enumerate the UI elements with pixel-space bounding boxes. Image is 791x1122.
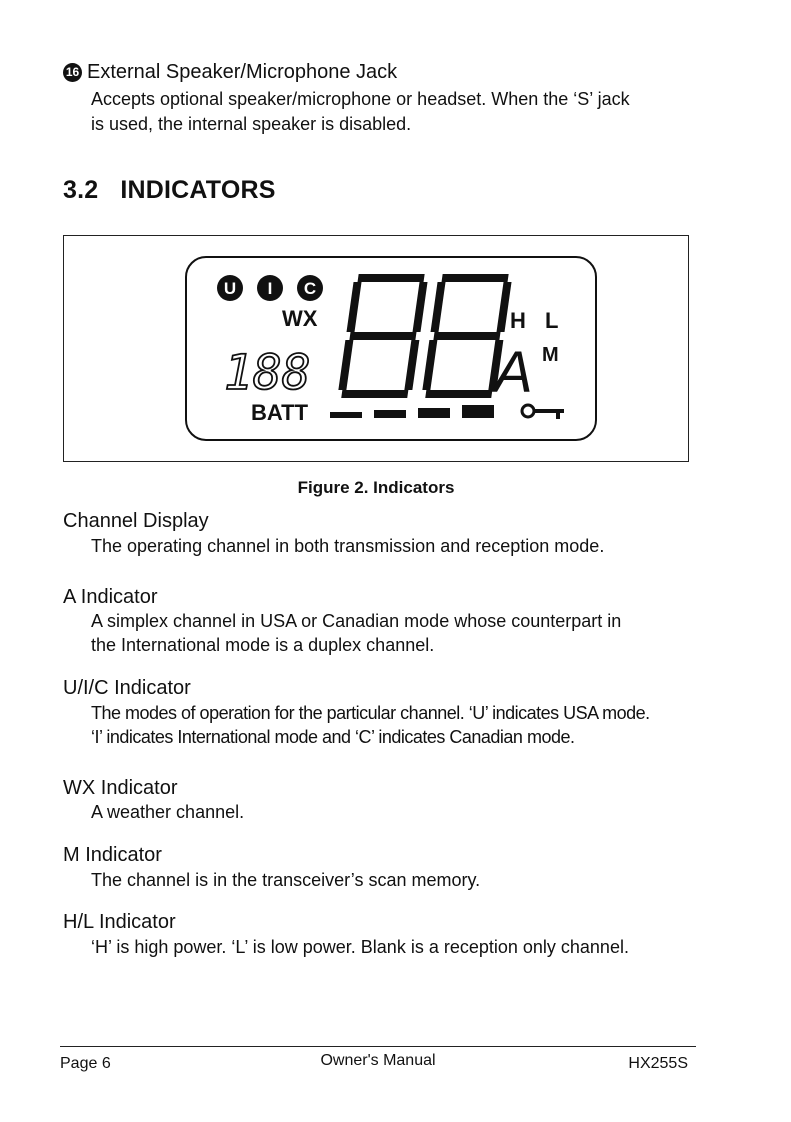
circled-number-badge: 16	[63, 63, 82, 82]
mode-badge-i	[257, 275, 283, 301]
channel-display-heading: Channel Display	[63, 510, 209, 532]
a-indicator-heading: A Indicator	[63, 586, 158, 608]
uic-indicator-line-1: The modes of operation for the particular channel. ‘U’ indicates USA mode.	[91, 703, 650, 723]
lcd-h-indicator: H	[510, 308, 526, 333]
lcd-l-indicator: L	[545, 308, 559, 333]
m-indicator-heading: M Indicator	[63, 844, 162, 866]
battery-level-bars	[330, 405, 494, 418]
mode-badge-c	[297, 275, 323, 301]
svg-text:U: U	[223, 279, 237, 298]
item-16-line-2: is used, the internal speaker is disabled.	[91, 114, 412, 134]
key-lock-icon	[522, 405, 564, 419]
uic-indicator-heading: U/I/C Indicator	[63, 677, 191, 699]
footer-page-number: Page 6	[60, 1055, 111, 1072]
lcd-large-digit-1	[337, 274, 428, 398]
uic-indicator-line-2: ‘I’ indicates International mode and ‘C’ indicates Canadian mode.	[91, 727, 575, 747]
item-16-heading	[63, 61, 397, 84]
figure-caption: Figure 2. Indicators	[297, 478, 455, 497]
wx-indicator-heading: WX Indicator	[63, 777, 178, 799]
section-title: INDICATORS	[120, 176, 276, 204]
section-number: 3.2	[63, 176, 99, 204]
lcd-indicators-illustration	[64, 236, 690, 463]
footer-manual-title: Owner's Manual	[320, 1052, 436, 1069]
mode-badge-u	[217, 275, 243, 301]
m-indicator-text: The channel is in the transceiver’s scan memory.	[91, 870, 481, 890]
wx-indicator-text: A weather channel.	[91, 802, 245, 822]
svg-text:C: C	[303, 279, 317, 298]
item-16-line-1: Accepts optional speaker/microphone or headset. When the ‘S’ jack	[91, 89, 630, 109]
svg-text:I: I	[267, 279, 273, 298]
channel-display-text: The operating channel in both transmission and reception mode.	[91, 536, 605, 556]
lcd-m-indicator: M	[542, 344, 559, 366]
footer-rule	[60, 1046, 696, 1047]
footer-model: HX255S	[628, 1055, 688, 1072]
hl-indicator-heading: H/L Indicator	[63, 911, 176, 933]
item-16-title: External Speaker/Microphone Jack	[87, 61, 398, 83]
lcd-wx-label: WX	[282, 306, 318, 331]
figure-2-frame	[63, 235, 689, 462]
hl-indicator-text: ‘H’ is high power. ‘L’ is low power. Blank is a reception only channel.	[91, 937, 629, 957]
lcd-small-digits: 188	[224, 345, 311, 401]
a-indicator-line-2: the International mode is a duplex channel.	[91, 635, 435, 655]
lcd-a-indicator: A	[494, 340, 533, 405]
lcd-batt-label: BATT	[251, 400, 309, 425]
section-heading	[63, 176, 276, 205]
a-indicator-line-1: A simplex channel in USA or Canadian mode whose counterpart in	[91, 611, 622, 631]
